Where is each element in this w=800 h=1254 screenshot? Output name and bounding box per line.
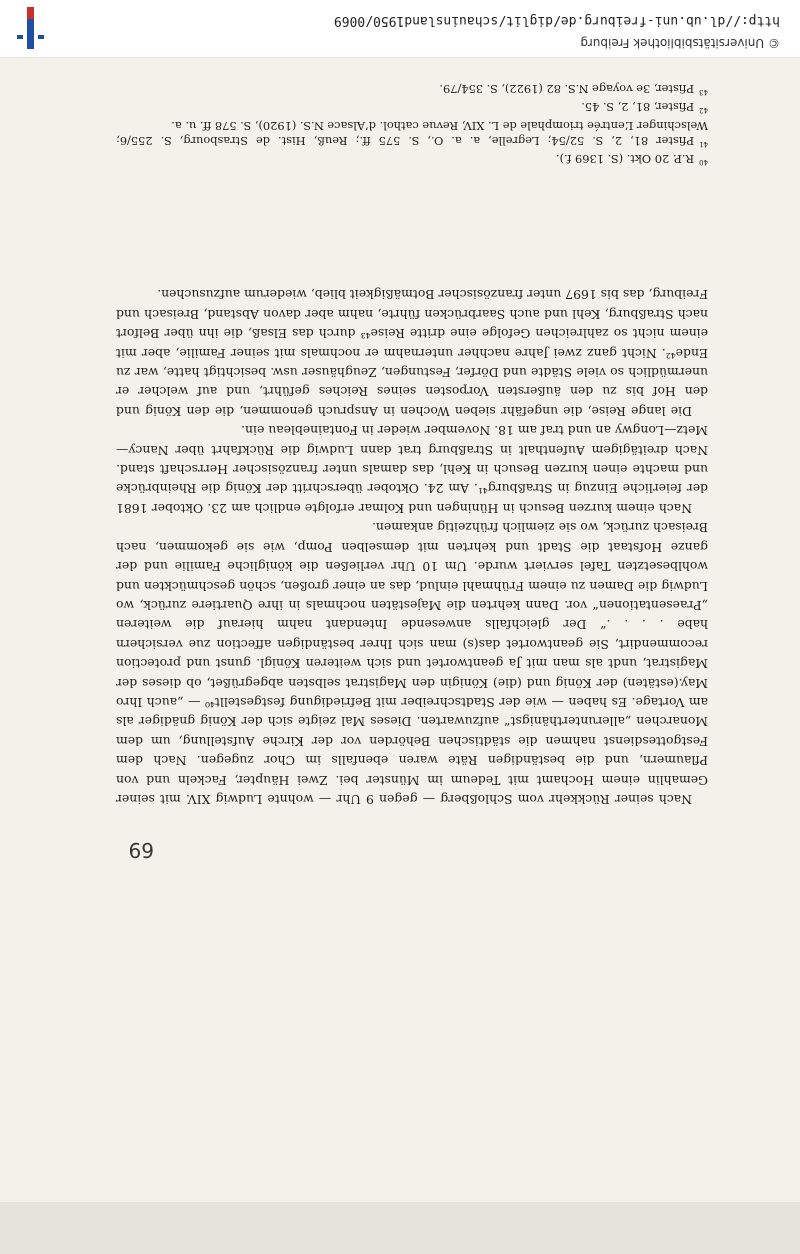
footnote-number: 43 <box>699 87 708 96</box>
logo-bar-accent <box>27 7 34 19</box>
footnote <box>116 151 708 169</box>
body-text <box>116 285 708 809</box>
footnote-number: 40 <box>699 158 708 166</box>
university-library-logo <box>15 7 45 49</box>
footnote <box>116 81 708 99</box>
footnote-number: 42 <box>699 106 708 115</box>
footnote-text: Pfister, 81, 2, S. 45. <box>581 100 695 115</box>
footnote-text: Pfister, 3e voyage N.S. 82 (1922), S. 354/79. <box>439 82 695 97</box>
logo-bar-left <box>38 35 44 39</box>
footnote-text: R.P. 20 Okt. (S. 1369 f.). <box>555 152 695 167</box>
footnote <box>116 117 708 151</box>
footnote <box>116 99 708 117</box>
footer-bar <box>0 0 800 58</box>
paragraph: Nach einem kurzen Besuch in Hüningen und Kolmar erfolgte endlich am 23. Oktober 1681 der feierliche Einzug in Straßburg⁴¹. Am 24. Oktober überschritt der König die Rheinbrücke und machte einen kurzen Besuch in Kehl, das damals unter französischer Herrschaft stand. Nach dreitägigem Aufenthalt in Straßburg trat dann Ludwig die Rückfahrt über Nancy—Metz—Longwy an und traf am 18. November wieder in Fontainebleau ein. <box>116 423 708 516</box>
page-scan <box>0 8 800 1202</box>
footnote-number: 41 <box>699 139 708 148</box>
paragraph: Nach seiner Rückkehr vom Schloßberg — gegen 9 Uhr — wohnte Ludwig XIV. mit seiner Gemahlin einem Hochamt mit Tedeum im Münster bei. Zwei Häupter, Fackeln und von Pflaumern, und die beständigen Räte waren ebenfalls im Chor zugegen. Nach dem Festgottesdienst nahmen die städtischen Behörden vor der Kirche Aufstellung, um dem Monarchen „allerunterthänigst“ aufzuwarten. Dieses Mal zeigte sich der König gnädiger als am Vortage. Es haben — wie der Stadtschreiber mit Befriedigung festgestellt⁴⁰ — „auch Ihro May.(estäten) der König und (die) Königin den Magistrat selbsten abgegrüßet, ob dieses der Magistrat, undt als man mit Ja geantwortet und sich weiteren Königl. gunst und protection recommendirt, Sie geantwortet das(s) man sich Ihrer beständigen affection zue versichern habe . . . .“ Der gleichfalls anwesende Intendant nahm hierauf die weiteren „Praesentationen“ vor. Dann kehrten die Majestäten nochmals in ihre Quartiere zurück, wo Ludwig die Damen zu einem Frühmahl einlud, das an einer großen, schön geschmückten und wohlbesetzten Tafel serviert wurde. Um 10 Uhr verließen die königliche Familie und der ganze Hofstaat die Stadt und kehrten mit demselben Pomp, wie sie gekommen, nach Breisach zurück, wo sie ziemlich frühzeitig ankamen. <box>116 520 708 807</box>
copyright-text: © Universitätsbibliothek Freiburg <box>580 36 780 50</box>
paragraph: Die lange Reise, die ungefähr sieben Wochen in Anspruch genommen, die den König und den Hof bis zu den äußersten Vorposten seines Reiches geführt, und auf welcher er unermüdlich so viele Städte und Dörfer, Festungen, Zeughäuser usw. besichtigt hatte, war zu Ende⁴². Nicht ganz zwei Jahre nachher unternahm er nochmals mit seiner Familie, aber mit einem nicht so zahlreichen Gefolge eine dritte Reise⁴³ durch das Elsaß, die ihn über Belfort nach Straßburg, Kehl und auch Saarbrücken führte, nahm aber davon Abstand, Breisach und Freiburg, das bis 1697 unter französischer Botmäßigkeit blieb, wiederum aufzusuchen. <box>116 287 708 419</box>
page-number: 69 <box>128 838 154 862</box>
permalink-url[interactable]: http://dl.ub.uni-freiburg.de/diglit/schauinsland1950/0069 <box>333 13 780 28</box>
logo-bar-right <box>17 35 23 39</box>
footnotes <box>116 81 708 169</box>
logo-bar-center <box>27 19 34 49</box>
footnote-text: Pfister 81, 2, S. 52/54; Legrelle, a. a. O., S. 575 ff.; Reuß, Hist. de Strasbourg, S. 255/6; Welschinger L’entrée triomphale de L. XIV, Revue cathol. d’Alsace N.S. (1920), S. 578 ff. u. a. <box>116 118 708 148</box>
